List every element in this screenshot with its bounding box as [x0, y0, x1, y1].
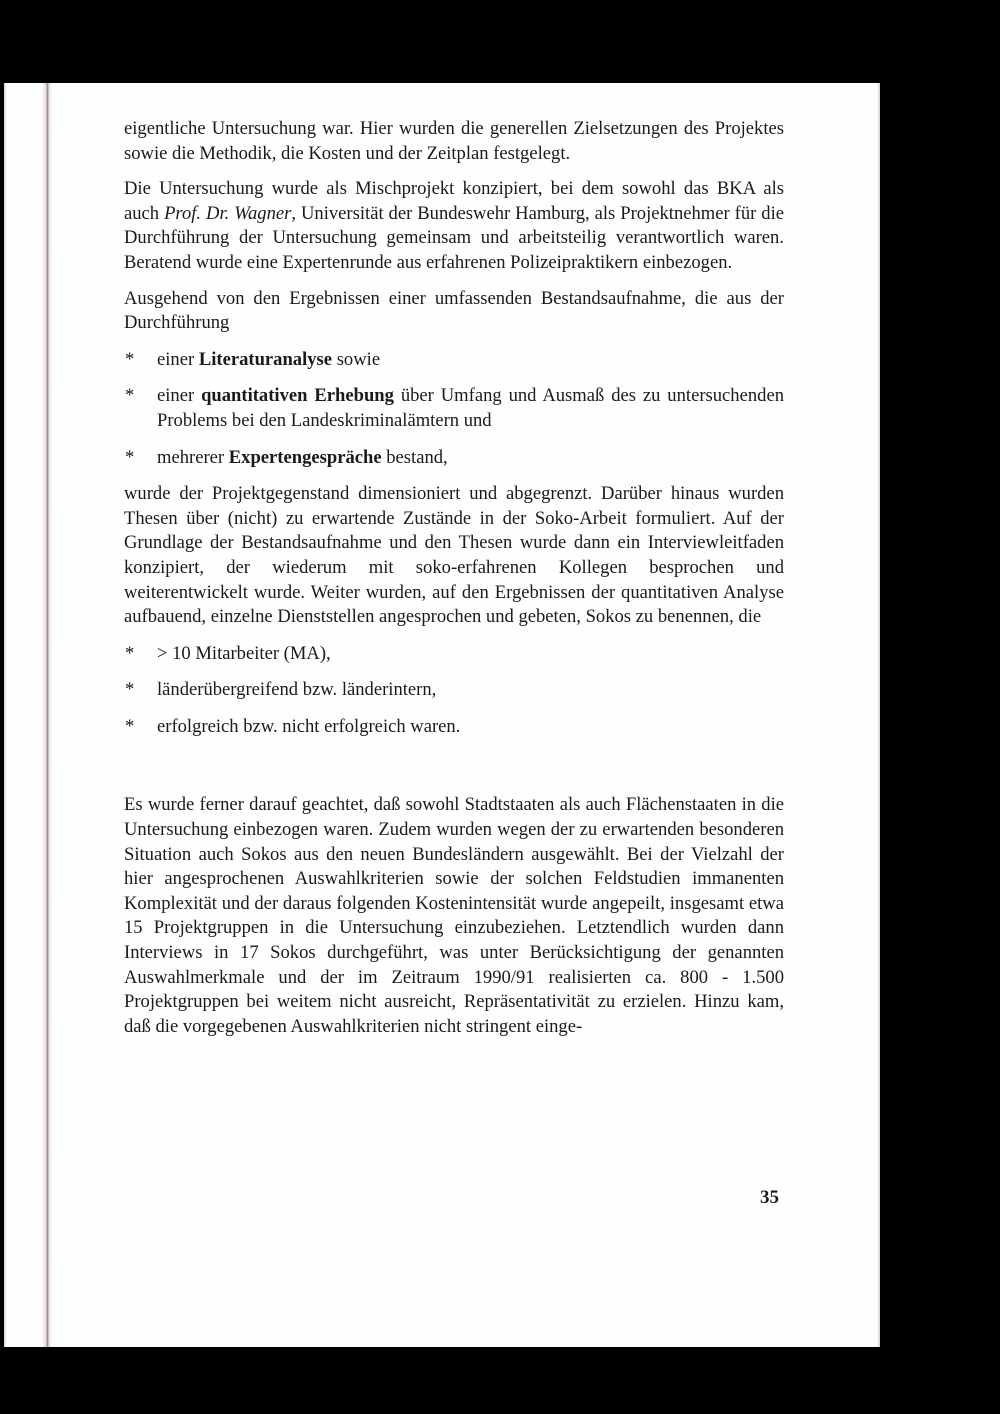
- section-spacer: [124, 751, 784, 793]
- paragraph-2-part-1: Die Untersuchung wurde als Mischprojekt konzipiert, bei dem sowohl das BKA als auch: [124, 178, 784, 224]
- page-body-text: [124, 117, 784, 1050]
- asterisk-bullet-icon: *: [125, 679, 135, 701]
- page-number: 35: [760, 1187, 779, 1208]
- list-item: * mehrerer Expertengespräche bestand,: [124, 446, 784, 471]
- list-item: * > 10 Mitarbeiter (MA),: [124, 642, 784, 667]
- list-item: * einer Literaturanalyse sowie: [124, 348, 784, 373]
- list-item: * länderübergreifend bzw. länderintern,: [124, 678, 784, 703]
- paragraph-2-part-2: , Universität der Bundeswehr Hamburg, als Projektnehmer für die Durchführung der Untersuchung gemeinsam und arbeitsteilig verantwortlich waren. Beratend wurde eine Expertenrunde aus erfahrenen Polizeipraktikern einbezogen.: [124, 202, 785, 273]
- book-gutter-shadow: [42, 83, 52, 1347]
- page-edge-right: [877, 83, 880, 1347]
- asterisk-bullet-icon: *: [125, 385, 135, 407]
- asterisk-bullet-icon: *: [125, 348, 135, 370]
- sources-list: [124, 348, 784, 470]
- list-item: * einer quantitativen Erhebung über Umfang und Ausmaß des zu untersuchenden Problems bei den Landeskriminalämtern und: [125, 385, 784, 431]
- asterisk-bullet-icon: *: [125, 715, 135, 737]
- asterisk-bullet-icon: *: [125, 446, 135, 468]
- paragraph-3: Ausgehend von den Ergebnissen einer umfassenden Bestandsaufnahme, die aus der Durchführung: [124, 287, 784, 334]
- bold-term: quantitativen Erhebung: [201, 385, 394, 407]
- paragraph-2: [124, 177, 784, 275]
- paragraph-5: Es wurde ferner darauf geachtet, daß sowohl Stadtstaaten als auch Flächenstaaten in die Untersuchung einbezogen waren. Zudem wurden wegen der zu erwartenden besonderen Situation auch Sokos aus den neuen Bundesländern ausgewählt. Bei der Vielzahl der hier angesprochenen Auswahlkriterien sowie der solchen Feldstudien immanenten Komplexität und der daraus folgenden Kostenintensität wurde angepeilt, insgesamt etwa 15 Projektgruppen in die Untersuchung einzubeziehen. Letztendlich wurden dann Interviews in 17 Sokos durchgeführt, was unter Berücksichtigung der genannten Auswahlmerkmale und der im Zeitraum 1990/91 realisierten ca. 800 - 1.500 Projektgruppen bei weitem nicht ausreicht, Repräsentativität zu erzielen. Hinzu kam, daß die vorgegebenen Auswahlkriterien nicht stringent einge-: [124, 794, 784, 1037]
- criteria-list: [124, 642, 784, 740]
- bold-term: Literaturanalyse: [198, 348, 333, 370]
- author-name-italic: Prof. Dr. Wagner: [164, 202, 292, 224]
- bold-term: Expertengespräche: [228, 446, 382, 468]
- page-edge-left: [4, 83, 7, 1347]
- paragraph-1: eigentliche Untersuchung war. Hier wurden die generellen Zielsetzungen des Projektes sowie die Methodik, die Kosten und der Zeitplan festgelegt.: [124, 118, 784, 164]
- list-item: * erfolgreich bzw. nicht erfolgreich waren.: [124, 715, 784, 740]
- asterisk-bullet-icon: *: [125, 642, 135, 664]
- paragraph-4: wurde der Projektgegenstand dimensioniert und abgegrenzt. Darüber hinaus wurden Thesen über (nicht) zu erwartende Zustände in der Soko-Arbeit formuliert. Auf der Grundlage der Bestandsaufnahme und den Thesen wurde dann ein Interviewleitfaden konzipiert, der wiederum mit soko-erfahrenen Kollegen besprochen und weiterentwickelt wurde. Weiter wurden, auf den Ergebnissen der quantitativen Analyse aufbauend, einzelne Dienststellen angesprochen und gebeten, Sokos zu benennen, die: [124, 483, 784, 628]
